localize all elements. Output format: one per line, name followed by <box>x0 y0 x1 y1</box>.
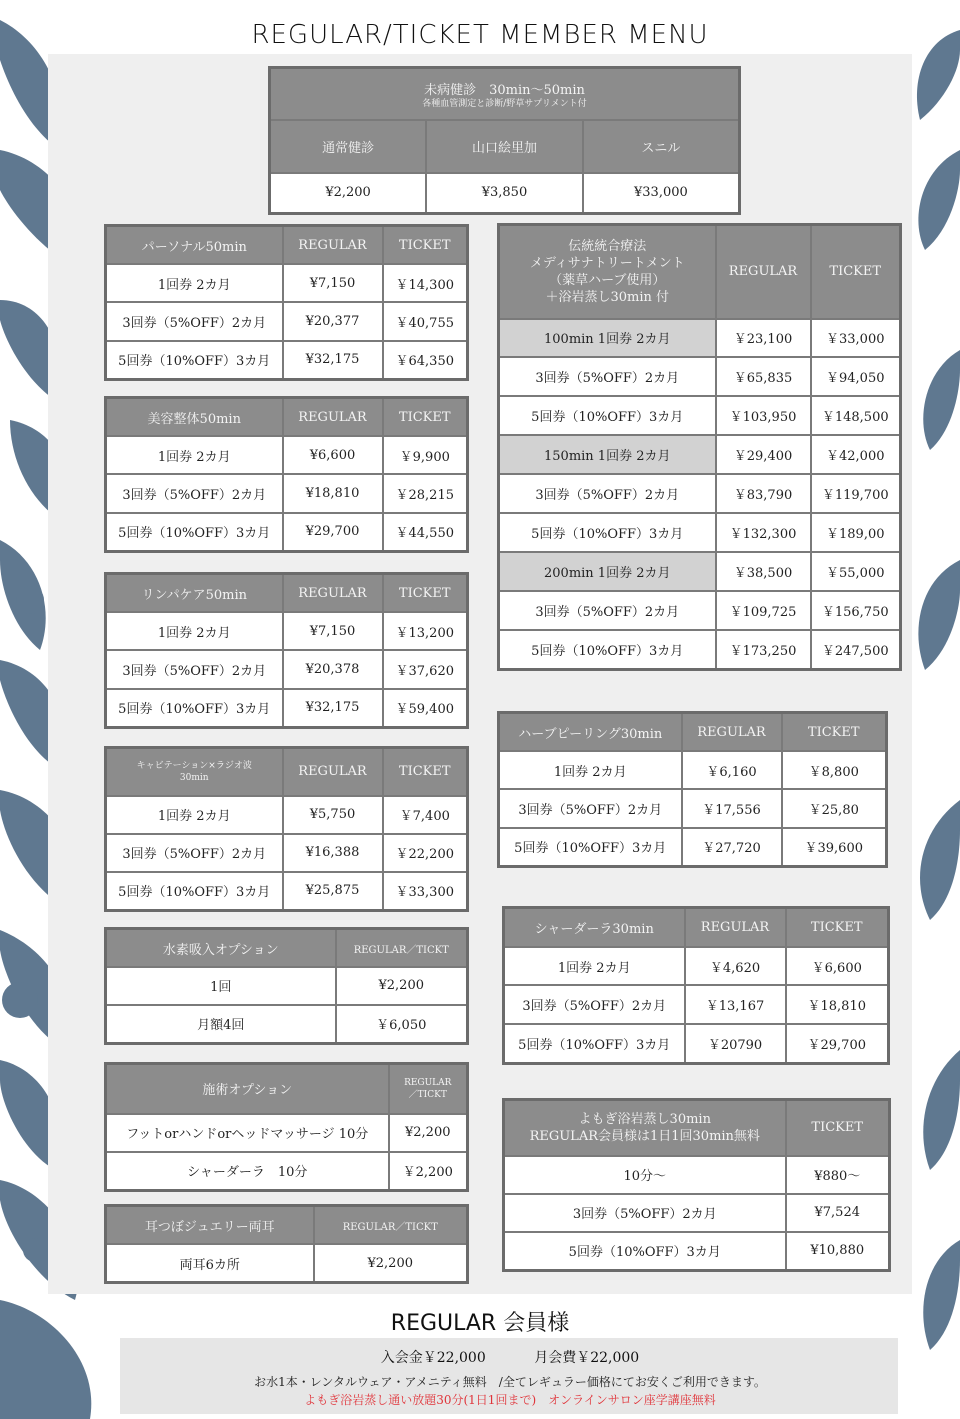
ticket-price: ￥156,750 <box>811 591 901 630</box>
col-ticket: TICKET <box>383 398 468 437</box>
plan-label: 3回券（5%OFF）2カ月 <box>499 789 682 827</box>
col-ticket: TICKET <box>786 908 889 947</box>
floral-background-right <box>905 0 960 1419</box>
lymph-title: リンパケア50min <box>106 574 283 613</box>
ticket-price: ￥40,755 <box>383 302 468 340</box>
ticket-price: ￥18,810 <box>786 985 889 1024</box>
ticket-price: ￥28,215 <box>383 474 468 512</box>
plan-label: 3回券（5%OFF）2カ月 <box>504 1194 786 1232</box>
regular-price: ￥173,250 <box>716 630 811 670</box>
checkup-table <box>268 66 741 215</box>
col-regular-ticket: REGULAR／TICKT <box>336 929 468 968</box>
traditional-therapy-title <box>499 225 716 319</box>
ticket-price: ￥119,700 <box>811 474 901 513</box>
cavitation-title-line2: 30min <box>179 772 209 783</box>
herb-peeling-table <box>497 711 888 868</box>
table-row <box>106 1114 468 1152</box>
personal-title: パーソナル50min <box>106 226 283 265</box>
lymph-table <box>104 572 469 729</box>
ticket-price: ¥10,880 <box>786 1232 890 1271</box>
title-line: （薬草ハーブ使用） <box>549 272 666 288</box>
col-ticket: TICKET <box>383 574 468 613</box>
table-row <box>106 650 468 688</box>
ticket-price: ￥64,350 <box>383 341 468 380</box>
checkup-price: ¥33,000 <box>583 173 740 214</box>
yomogi-steam-table <box>502 1098 891 1272</box>
regular-price: ¥7,150 <box>283 612 383 650</box>
table-row <box>504 947 889 986</box>
regular-price: ¥29,700 <box>283 513 383 552</box>
page-title: REGULAR/TICKET MEMBER MENU <box>251 20 709 50</box>
regular-price: ￥13,167 <box>685 985 786 1024</box>
regular-price: ￥132,300 <box>716 513 811 552</box>
regular-price: ￥6,160 <box>682 751 782 789</box>
table-row <box>106 612 468 650</box>
regular-price: ¥32,175 <box>283 689 383 728</box>
shirodhara-title: シャーダーラ30min <box>504 908 685 947</box>
table-row <box>504 1156 890 1194</box>
plan-label: シャーダーラ 10分 <box>106 1152 389 1191</box>
table-row <box>499 396 901 435</box>
col-regular: REGULAR <box>716 225 811 319</box>
plan-label: 5回券（10%OFF）3カ月 <box>499 396 716 435</box>
table-row <box>499 630 901 670</box>
plan-label: 5回券（10%OFF）3カ月 <box>504 1232 786 1271</box>
table-row <box>106 689 468 728</box>
monthly-fee: 月会費￥22,000 <box>534 1350 640 1366</box>
col-ticket: TICKET <box>383 226 468 265</box>
plan-label: 1回券 2カ月 <box>106 796 283 834</box>
ticket-price: ￥7,400 <box>383 796 468 834</box>
checkup-price: ¥2,200 <box>270 173 427 214</box>
table-row <box>106 302 468 340</box>
col-regular: REGULAR <box>283 748 383 796</box>
ticket-price: ￥29,700 <box>786 1024 889 1063</box>
table-row <box>106 436 468 474</box>
regular-price: ¥6,600 <box>283 436 383 474</box>
yomogi-steam-title <box>504 1100 786 1156</box>
table-row <box>106 1005 468 1044</box>
ticket-price: ￥13,200 <box>383 612 468 650</box>
ticket-price: ￥14,300 <box>383 264 468 302</box>
plan-label: 3回券（5%OFF）2カ月 <box>106 650 283 688</box>
regular-price: ￥103,950 <box>716 396 811 435</box>
ticket-price: ￥25,80 <box>782 789 887 827</box>
regular-price: ￥29,400 <box>716 435 811 474</box>
plan-label: 150min 1回券 2カ月 <box>499 435 716 474</box>
table-row <box>106 1152 468 1191</box>
regular-fees <box>0 1347 960 1367</box>
price: ¥2,200 <box>336 967 468 1005</box>
regular-price: ¥7,150 <box>283 264 383 302</box>
col-ticket: TICKET <box>782 713 887 752</box>
regular-price: ¥20,378 <box>283 650 383 688</box>
plan-label: 3回券（5%OFF）2カ月 <box>499 474 716 513</box>
plan-label: 月額4回 <box>106 1005 336 1044</box>
regular-price: ￥23,100 <box>716 319 811 358</box>
plan-label: 3回券（5%OFF）2カ月 <box>106 834 283 872</box>
checkup-subtitle: 各種血管測定と診断/野草サプリメント付 <box>422 98 587 109</box>
regular-price: ￥109,725 <box>716 591 811 630</box>
regular-price: ￥83,790 <box>716 474 811 513</box>
ticket-price: ￥148,500 <box>811 396 901 435</box>
checkup-col: スニル <box>583 120 740 173</box>
plan-label: 3回券（5%OFF）2カ月 <box>499 591 716 630</box>
col-ticket: TICKET <box>811 225 901 319</box>
ticket-price: ￥9,900 <box>383 436 468 474</box>
table-row <box>499 789 887 827</box>
cavitation-title-line1: キャビテーション×ラジオ波 <box>136 760 252 771</box>
ticket-price: ￥189,00 <box>811 513 901 552</box>
entry-fee: 入会金￥22,000 <box>380 1350 486 1366</box>
table-row <box>106 474 468 512</box>
col-regular-label: REGULAR <box>404 1077 452 1088</box>
table-row <box>499 435 901 474</box>
regular-price: ￥4,620 <box>685 947 786 986</box>
ticket-price: ￥39,600 <box>782 828 887 867</box>
plan-label: 5回券（10%OFF）3カ月 <box>504 1024 685 1063</box>
shirodhara-table <box>502 906 890 1065</box>
plan-label: 3回券（5%OFF）2カ月 <box>106 474 283 512</box>
checkup-col: 山口絵里加 <box>426 120 583 173</box>
table-row <box>106 872 468 911</box>
title-line: 伝統統合療法 <box>568 238 647 254</box>
plan-label: 3回券（5%OFF）2カ月 <box>504 985 685 1024</box>
regular-price: ￥27,720 <box>682 828 782 867</box>
plan-label: 5回券（10%OFF）3カ月 <box>106 341 283 380</box>
regular-price: ¥16,388 <box>283 834 383 872</box>
checkup-col: 通常健診 <box>270 120 427 173</box>
table-row <box>504 1194 890 1232</box>
ear-jewelry-title: 耳つぼジュエリー両耳 <box>106 1206 314 1245</box>
title-line: よもぎ浴岩蒸し30min <box>578 1111 711 1127</box>
plan-label: フットorハンドorヘッドマッサージ 10分 <box>106 1114 389 1152</box>
ticket-price: ￥6,600 <box>786 947 889 986</box>
plan-label: 1回券 2カ月 <box>106 264 283 302</box>
col-regular-ticket <box>389 1064 468 1114</box>
regular-price: ￥38,500 <box>716 552 811 591</box>
col-regular-ticket: REGULAR／TICKT <box>314 1206 468 1245</box>
regular-price: ¥25,875 <box>283 872 383 911</box>
table-row <box>106 264 468 302</box>
col-ticket: TICKET <box>383 748 468 796</box>
treatment-option-table <box>104 1062 469 1192</box>
beauty-title: 美容整体50min <box>106 398 283 437</box>
table-row <box>106 513 468 552</box>
plan-label: 5回券（10%OFF）3カ月 <box>106 872 283 911</box>
regular-member-title: REGULAR 会員様 <box>390 1311 570 1336</box>
plan-label: 3回券（5%OFF）2カ月 <box>106 302 283 340</box>
table-row <box>106 796 468 834</box>
regular-benefits-highlight: よもぎ浴岩蒸し通い放題30分(1日1回まで) オンラインサロン座学講座無料 <box>304 1393 716 1407</box>
plan-label: 5回券（10%OFF）3カ月 <box>106 513 283 552</box>
price: ￥2,200 <box>389 1152 468 1191</box>
price: ¥2,200 <box>314 1244 468 1283</box>
price: ￥6,050 <box>336 1005 468 1044</box>
plan-label: 5回券（10%OFF）3カ月 <box>499 828 682 867</box>
table-row <box>499 552 901 591</box>
table-row <box>106 1244 468 1283</box>
ear-jewelry-table <box>104 1204 469 1284</box>
col-regular: REGULAR <box>682 713 782 752</box>
ticket-price: ￥59,400 <box>383 689 468 728</box>
regular-price: ¥32,175 <box>283 341 383 380</box>
regular-price: ￥20790 <box>685 1024 786 1063</box>
plan-label: 1回券 2カ月 <box>504 947 685 986</box>
regular-price: ¥18,810 <box>283 474 383 512</box>
title-line: REGULAR会員様は1日1回30min無料 <box>529 1128 760 1144</box>
table-row <box>106 341 468 380</box>
ticket-price: ¥7,524 <box>786 1194 890 1232</box>
table-row <box>499 513 901 552</box>
traditional-therapy-table <box>497 223 902 671</box>
regular-price: ￥17,556 <box>682 789 782 827</box>
plan-label: 両耳6カ所 <box>106 1244 314 1283</box>
table-row <box>499 319 901 358</box>
title-line: メディサナトリートメント <box>529 255 685 271</box>
plan-label: 5回券（10%OFF）3カ月 <box>499 630 716 670</box>
table-row <box>499 357 901 396</box>
col-ticket-label: ／TICKT <box>408 1089 447 1100</box>
table-row <box>504 985 889 1024</box>
cavitation-table <box>104 746 469 912</box>
col-ticket: TICKET <box>786 1100 890 1156</box>
col-regular: REGULAR <box>685 908 786 947</box>
ticket-price: ￥22,200 <box>383 834 468 872</box>
treatment-option-title: 施術オプション <box>106 1064 389 1114</box>
table-row <box>499 751 887 789</box>
ticket-price: ￥37,620 <box>383 650 468 688</box>
ticket-price: ￥94,050 <box>811 357 901 396</box>
personal-table <box>104 224 469 381</box>
table-row <box>106 834 468 872</box>
plan-label: 5回券（10%OFF）3カ月 <box>499 513 716 552</box>
beauty-table <box>104 396 469 553</box>
col-regular: REGULAR <box>283 398 383 437</box>
ticket-price: ￥33,300 <box>383 872 468 911</box>
hydrogen-title: 水素吸入オプション <box>106 929 336 968</box>
checkup-title: 未病健診 30min〜50min <box>424 82 585 98</box>
ticket-price: ￥8,800 <box>782 751 887 789</box>
herb-peeling-title: ハーブピーリング30min <box>499 713 682 752</box>
regular-price: ¥5,750 <box>283 796 383 834</box>
table-row <box>504 1232 890 1271</box>
table-row <box>106 967 468 1005</box>
cavitation-title <box>106 748 283 796</box>
table-row <box>499 591 901 630</box>
ticket-price: ￥44,550 <box>383 513 468 552</box>
col-regular: REGULAR <box>283 226 383 265</box>
plan-label: 5回券（10%OFF）3カ月 <box>106 689 283 728</box>
table-row <box>504 1024 889 1063</box>
plan-label: 3回券（5%OFF）2カ月 <box>499 357 716 396</box>
checkup-price: ¥3,850 <box>426 173 583 214</box>
col-regular: REGULAR <box>283 574 383 613</box>
plan-label: 1回券 2カ月 <box>106 612 283 650</box>
ticket-price: ￥33,000 <box>811 319 901 358</box>
table-row <box>499 828 887 867</box>
plan-label: 10分〜 <box>504 1156 786 1194</box>
plan-label: 100min 1回券 2カ月 <box>499 319 716 358</box>
ticket-price: ￥247,500 <box>811 630 901 670</box>
plan-label: 1回 <box>106 967 336 1005</box>
ticket-price: ¥880〜 <box>786 1156 890 1194</box>
hydrogen-table <box>104 927 469 1045</box>
price: ¥2,200 <box>389 1114 468 1152</box>
table-row <box>499 474 901 513</box>
ticket-price: ￥42,000 <box>811 435 901 474</box>
ticket-price: ￥55,000 <box>811 552 901 591</box>
checkup-header <box>270 68 740 121</box>
plan-label: 1回券 2カ月 <box>499 751 682 789</box>
regular-benefits-note: お水1本・レンタルウェア・アメニティ無料 /全てレギュラー価格にてお安くご利用できます。 <box>254 1375 766 1389</box>
plan-label: 1回券 2カ月 <box>106 436 283 474</box>
plan-label: 200min 1回券 2カ月 <box>499 552 716 591</box>
regular-price: ￥65,835 <box>716 357 811 396</box>
regular-price: ¥20,377 <box>283 302 383 340</box>
title-line: ＋浴岩蒸し30min 付 <box>545 289 670 305</box>
